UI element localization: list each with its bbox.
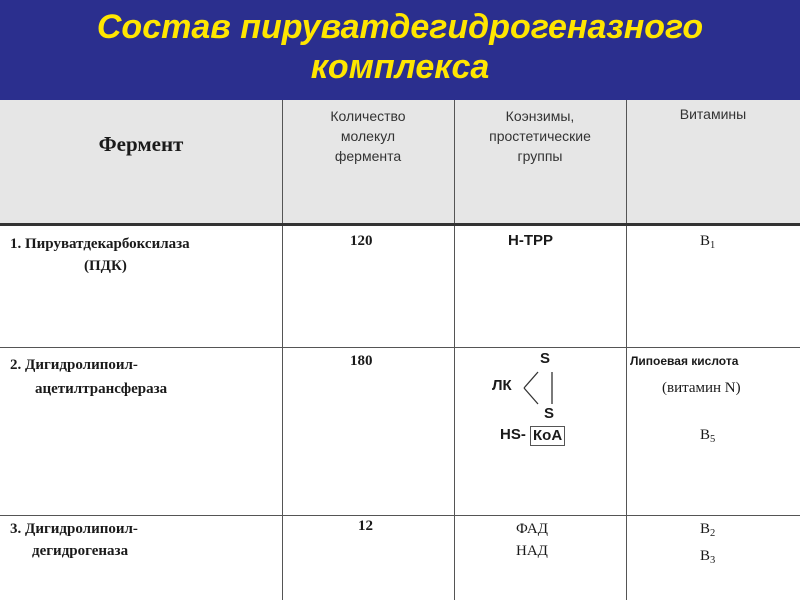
- vitamin-letter: В: [700, 233, 711, 249]
- enzyme-abbrev: (ПДК): [84, 258, 127, 274]
- header-divider: [0, 223, 800, 226]
- hs-group: HS-: [500, 426, 526, 443]
- title-line-2: комплекса: [310, 48, 490, 86]
- table-row-vitamin-3: [700, 518, 715, 572]
- coenzyme-fad: ФАД: [516, 521, 548, 537]
- header-count: [282, 106, 454, 166]
- table-row-enzyme-2: [10, 353, 280, 401]
- vitamin-subscript: 5: [710, 434, 716, 445]
- header-coenzymes-line: Коэнзимы,: [505, 108, 575, 124]
- enzyme-name: 3. Дигидролипоил-: [10, 521, 138, 537]
- header-count-line: фермента: [334, 148, 402, 164]
- header-count-line: Количество: [330, 108, 406, 124]
- vitamin-subscript: 3: [710, 555, 716, 566]
- coenzyme-nad: НАД: [516, 543, 548, 559]
- table-row-count-1: 120: [350, 233, 373, 249]
- row-divider: [0, 515, 800, 516]
- enzyme-name-cont: ацетилтрансфераза: [35, 381, 168, 397]
- table-row-vitamin-1: [700, 233, 715, 251]
- enzyme-name-cont: дегидрогеназа: [32, 543, 129, 559]
- vitamin-letter: В: [700, 548, 711, 564]
- vitamin-letter: В: [700, 427, 711, 443]
- row-divider: [0, 347, 800, 348]
- table-row-count-2: 180: [350, 353, 373, 369]
- header-enzyme: Фермент: [98, 132, 184, 156]
- title-line-1: Состав пируватдегидрогеназного: [96, 8, 704, 46]
- header-vitamins: Витамины: [679, 106, 747, 122]
- table-row-count-3: 12: [358, 518, 373, 534]
- table-row-coenzyme-1: Н-ТРР: [508, 232, 553, 249]
- lipoate-sulfur-bottom: S: [544, 405, 555, 422]
- vitamin-b5: [700, 427, 715, 445]
- column-divider: [282, 100, 283, 600]
- table-row-coenzyme-3: [516, 518, 548, 562]
- column-divider: [454, 100, 455, 600]
- title-banner: [0, 0, 800, 100]
- header-coenzymes-line: простетические: [489, 128, 591, 144]
- table-row-enzyme-1: [10, 233, 280, 277]
- koa-label: КоА: [530, 426, 565, 446]
- table-row-vitamin-2: Липоевая кислота: [630, 354, 739, 368]
- lipoate-sulfur-top: S: [540, 350, 551, 367]
- vitamin-subscript: 1: [710, 240, 716, 251]
- column-divider: [626, 100, 627, 600]
- header-coenzymes: [454, 106, 626, 166]
- vitamin-subscript: 2: [710, 528, 716, 539]
- enzyme-table: [0, 100, 800, 600]
- table-row-enzyme-3: [10, 518, 280, 562]
- vitamin-letter: В: [700, 521, 711, 537]
- enzyme-name: 2. Дигидролипоил-: [10, 357, 138, 373]
- enzyme-name: 1. Пируватдекарбоксилаза: [10, 236, 190, 252]
- lipoate-lk: ЛК: [492, 377, 512, 394]
- vitamin-n: (витамин N): [662, 380, 741, 396]
- header-count-line: молекул: [340, 128, 396, 144]
- header-coenzymes-line: группы: [517, 148, 563, 164]
